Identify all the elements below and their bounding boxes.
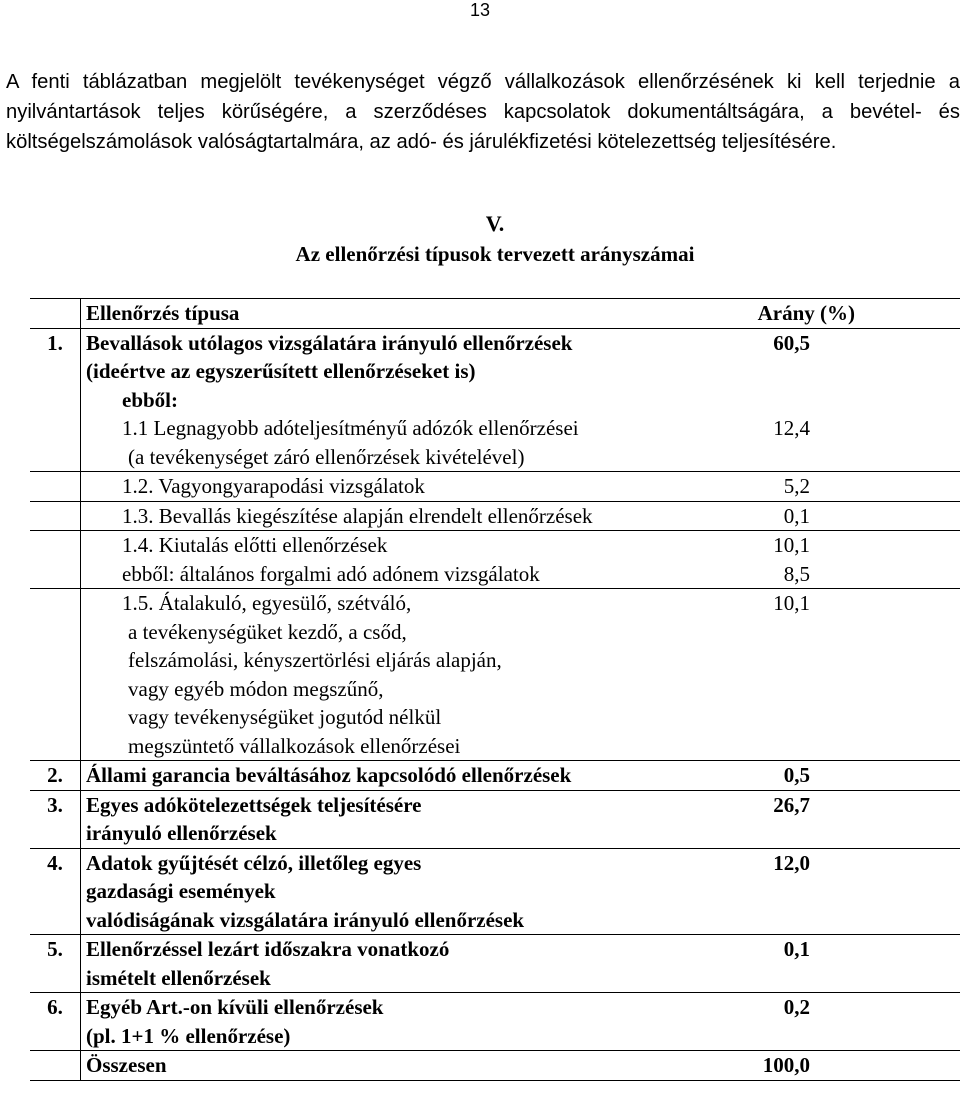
- row-value: 0,5: [783, 763, 810, 787]
- row-value: 5,2: [783, 474, 810, 498]
- table-total-row: [30, 1051, 960, 1081]
- section-number: V.: [485, 211, 505, 236]
- row-text-line: 1.3. Bevallás kiegészítése alapján elrendelt ellenőrzések: [122, 503, 593, 528]
- row-text-line: ismételt ellenőrzések: [86, 965, 271, 990]
- row-text-line: (a tevékenységet záró ellenőrzések kivételével): [128, 444, 525, 469]
- header-ratio: Arány (%): [757, 301, 855, 325]
- total-value: 100,0: [762, 1053, 810, 1077]
- row-value: 8,5: [783, 561, 810, 586]
- header-type: Ellenőrzés típusa: [86, 301, 240, 325]
- row-text-line: Bevallások utólagos vizsgálatára irányuló ellenőrzések: [86, 330, 573, 355]
- row-text-line: 1.4. Kiutalás előtti ellenőrzések: [122, 533, 388, 557]
- table-row: [30, 849, 960, 936]
- table-row: [30, 531, 960, 589]
- row-value: 0,1: [783, 937, 810, 961]
- row-text-line: vagy egyéb módon megszűnő,: [128, 676, 384, 701]
- row-value: 60,5: [773, 330, 810, 355]
- row-text-line: vagy tevékenységüket jogutód nélkül: [128, 705, 442, 729]
- row-number: 2.: [47, 763, 63, 787]
- row-value: 12,4: [773, 416, 810, 440]
- table-row: [30, 935, 960, 993]
- row-text-line: Egyes adókötelezettségek teljesítésére: [86, 792, 422, 817]
- row-text-line: ebből:: [122, 387, 179, 412]
- row-value: 0,2: [783, 995, 810, 1019]
- row-value: 12,0: [773, 850, 810, 875]
- table-row: [30, 589, 960, 761]
- row-text-line: 1.2. Vagyongyarapodási vizsgálatok: [122, 474, 425, 498]
- row-text-line: gazdasági események: [86, 879, 276, 903]
- row-text-line: Adatok gyűjtését célzó, illetőleg egyes: [86, 850, 422, 875]
- row-text-line: 1.1 Legnagyobb adóteljesítményű adózók ellenőrzései: [122, 416, 579, 440]
- table-row: [30, 761, 960, 791]
- intro-paragraph: A fenti táblázatban megjelölt tevékenységet végző vállalkozások ellenőrzésének ki kell terjednie a nyilvántartások teljes körűségére, a szerződéses kapcsolatok dokumentáltságára, a bevétel- és költségelszámolások valóságtartalmára, az adó- és járulékfizetési kötelezettség teljesítésére.: [6, 71, 960, 153]
- row-text-line: (pl. 1+1 % ellenőrzése): [86, 1023, 291, 1048]
- row-value: 10,1: [773, 591, 810, 615]
- table-row: [30, 502, 960, 532]
- row-text-line: felszámolási, kényszertörlési eljárás alapján,: [128, 648, 502, 672]
- row-value: 26,7: [773, 792, 810, 817]
- row-number: 5.: [47, 937, 63, 961]
- table-row: [30, 472, 960, 502]
- row-value: 10,1: [773, 533, 810, 557]
- row-text-line: irányuló ellenőrzések: [86, 821, 277, 845]
- ratio-table: [30, 298, 960, 1081]
- section-title: Az ellenőrzési típusok tervezett arányszámai: [295, 242, 695, 266]
- row-text-line: (ideértve az egyszerűsített ellenőrzéseket is): [86, 359, 476, 383]
- row-text-line: ebből: általános forgalmi adó adónem vizsgálatok: [122, 561, 540, 586]
- total-label: Összesen: [86, 1053, 167, 1077]
- page-number: 13: [469, 0, 491, 20]
- row-text-line: megszüntető vállalkozások ellenőrzései: [128, 733, 461, 758]
- table-row: [30, 791, 960, 849]
- row-text-line: Egyéb Art.-on kívüli ellenőrzések: [86, 995, 384, 1019]
- row-text-line: 1.5. Átalakuló, egyesülő, szétváló,: [122, 591, 412, 615]
- table-row: [30, 414, 960, 472]
- row-number: 1.: [47, 330, 63, 355]
- row-text-line: Állami garancia beváltásához kapcsolódó ellenőrzések: [86, 763, 572, 787]
- table-row: [30, 329, 960, 415]
- row-number: 3.: [47, 792, 63, 817]
- row-number: 6.: [47, 995, 63, 1019]
- row-number: 4.: [47, 850, 63, 875]
- row-text-line: valódiságának vizsgálatára irányuló ellenőrzések: [86, 907, 525, 932]
- table-row: [30, 993, 960, 1051]
- row-text-line: Ellenőrzéssel lezárt időszakra vonatkozó: [86, 937, 450, 961]
- table-header-row: [30, 298, 960, 329]
- row-text-line: a tevékenységüket kezdő, a csőd,: [128, 619, 407, 644]
- row-value: 0,1: [783, 503, 810, 528]
